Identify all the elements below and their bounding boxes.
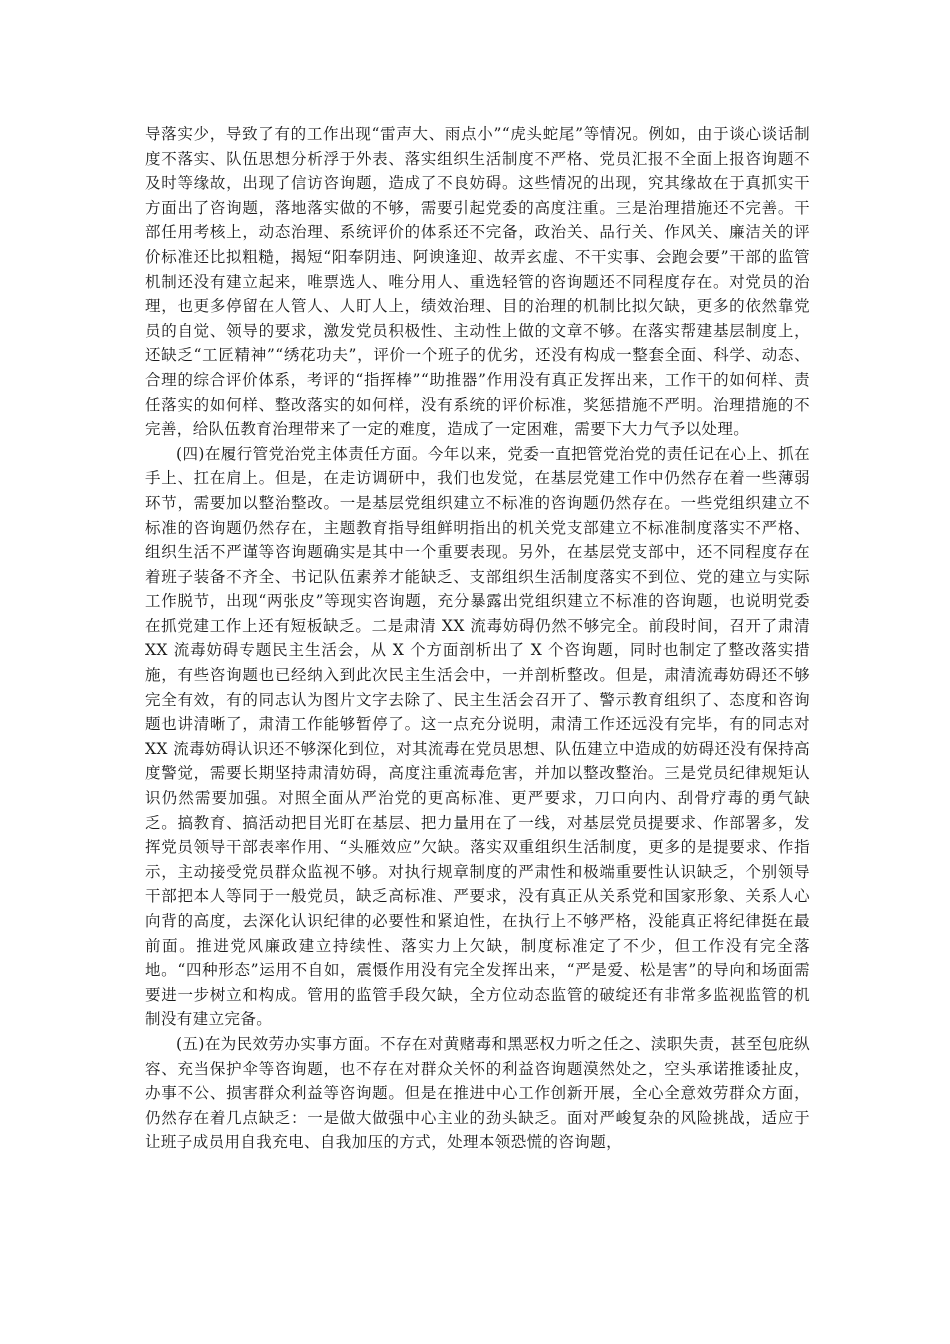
document-body [145, 122, 810, 1155]
paragraph-continuation: 导落实少，导致了有的工作出现“雷声大、雨点小”“虎头蛇尾”等情况。例如，由于谈心谈话制度不落实、队伍思想分析浮于外表、落实组织生活制度不严格、党员汇报不全面上报咨询题不及时等缘故，出现了信访咨询题，造成了不良妨碍。这些情况的出现，究其缘故在于真抓实干方面出了咨询题，落地落实做的不够，需要引起党委的高度注重。三是治理措施还不完善。干部任用考核上，动态治理、系统评价的体系还不完备，政治关、品行关、作风关、廉洁关的评价标准还比拟粗糙，揭短“阳奉阴违、阿谀逢迎、故弄玄虚、不干实事、会跑会要”干部的监管机制还没有建立起来，唯票选人、唯分用人、重选轻管的咨询题还不同程度存在。对党员的治理，也更多停留在人管人、人盯人上，绩效治理、目的治理的机制比拟欠缺，更多的依然靠党员的自觉、领导的要求，激发党员积极性、主动性上做的文章不够。在落实帮建基层制度上，还缺乏“工匠精神”“绣花功夫”，评价一个班子的优劣，还没有构成一整套全面、科学、动态、合理的综合评价体系，考评的“指挥棒”“助推器”作用没有真正发挥出来，工作干的如何样、责任落实的如何样、整改落实的如何样，没有系统的评价标准，奖惩措施不严明。治理措施的不完善，给队伍教育治理带来了一定的难度，造成了一定困难，需要下大力气予以处理。 [145, 125, 810, 439]
paragraph-section-4: (四)在履行管党治党主体责任方面。今年以来，党委一直把管党治党的责任记在心上、抓在手上、扛在肩上。但是，在走访调研中，我们也发觉，在基层党建工作中仍然存在着一些薄弱环节，需要加以整治整改。一是基层党组织建立不标准的咨询题仍然存在。一些党组织建立不标准的咨询题仍然存在，主题教育指导组鲜明指出的机关党支部建立不标准制度落实不严格、组织生活不严谨等咨询题确实是其中一个重要表现。另外，在基层党支部中，还不同程度存在着班子装备不齐全、书记队伍素养才能缺乏、支部组织生活制度落实不到位、党的建立与实际工作脱节，出现“两张皮”等现实咨询题，充分暴露出党组织建立不标准的咨询题，也说明党委在抓党建工作上还有短板缺乏。二是肃清 XX 流毒妨碍仍然不够完全。前段时间，召开了肃清 XX 流毒妨碍专题民主生活会，从 X 个方面剖析出了 X 个咨询题，同时也制定了整改落实措施，有些咨询题也已经纳入到此次民主生活会中，一并剖析整改。但是，肃清流毒妨碍还不够完全有效，有的同志认为图片文字去除了、民主生活会召开了、警示教育组织了、态度和咨询题也讲清晰了，肃清工作能够暂停了。这一点充分说明，肃清工作还远没有完毕，有的同志对 XX 流毒妨碍认识还不够深化到位，对其流毒在党员思想、队伍建立中造成的妨碍还没有保持高度警觉，需要长期坚持肃清妨碍，高度注重流毒危害，并加以整改整治。三是党员纪律规矩认识仍然需要加强。对照全面从严治党的更高标准、更严要求，刀口向内、刮骨疗毒的勇气缺乏。搞教育、搞活动把目光盯在基层、把力量用在了一线，对基层党员提要求、作部署多，发挥党员领导干部表率作用、“头雁效应”欠缺。落实双重组织生活制度，更多的是提要求、作指示，主动接受党员群众监视不够。对执行规章制度的严肃性和极端重要性认识缺乏，个别领导干部把本人等同于一般党员，缺乏高标准、严要求，没有真正从关系党和国家形象、关系人心向背的高度，去深化认识纪律的必要性和紧迫性，在执行上不够严格，没能真正将纪律挺在最前面。推进党风廉政建立持续性、落实力上欠缺，制度标准定了不少，但工作没有完全落地。“四种形态”运用不自如，震慑作用没有完全发挥出来，“严是爱、松是害”的导向和场面需要进一步树立和构成。管用的监管手段欠缺，全方位动态监管的破绽还有非常多监视监管的机制没有建立完备。 [145, 444, 810, 1029]
paragraph-section-5: (五)在为民效劳办实事方面。不存在对黄赌毒和黑恶权力听之任之、渎职失责，甚至包庇纵容、充当保护伞等咨询题，也不存在对群众关怀的利益咨询题漠然处之，空头承诺推诿扯皮，办事不公、损害群众利益等咨询题。但是在推进中心工作创新开展，全心全意效劳群众方面，仍然存在着几点缺乏：一是做大做强中心主业的劲头缺乏。面对严峻复杂的风险挑战，适应于让班子成员用自我充电、自我加压的方式，处理本领恐慌的咨询题， [145, 1034, 810, 1152]
